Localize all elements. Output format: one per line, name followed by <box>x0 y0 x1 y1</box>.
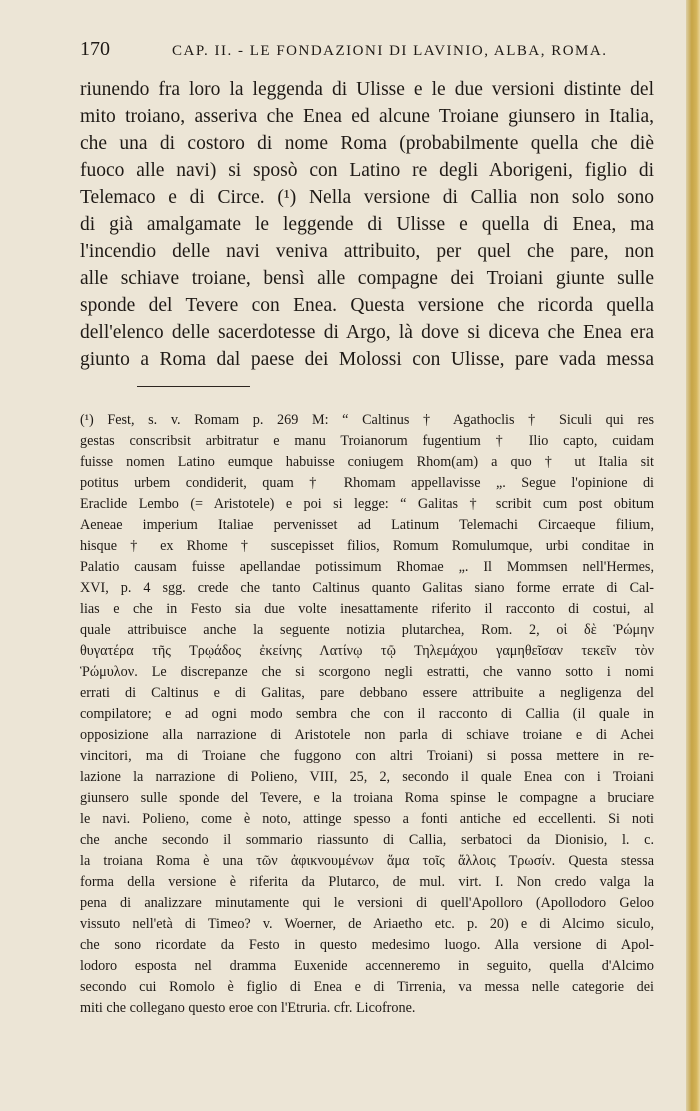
page-header <box>80 38 676 64</box>
footnote-line: errati di Caltinus e di Galitas, pare debbano essere attribuite a negligenza del <box>80 685 654 701</box>
footnote-line: vincitori, ma di Troiane che fuggono con altri Troiani) si possa mettere in re- <box>80 748 654 764</box>
footnote-line: gestas conscribsit arbitratur e manu Troianorum fugentium † Ilio capto, cuidam <box>80 433 654 449</box>
footnote-line: hisque † ex Rhome † suscepisset filios, Romum Romulumque, urbi conditae in <box>80 538 654 554</box>
main-line: dell'elenco delle sacerdotesse di Argo, là dove si diceva che Enea era <box>80 322 654 343</box>
footnote-separator <box>137 386 250 387</box>
footnote-line: quale attribuisce anche la seguente notizia plutarchea, Rom. 2, οἱ δὲ Ῥώμην <box>80 622 654 638</box>
footnote-line: (¹) Fest, s. v. Romam p. 269 M: “ Caltinus † Agathoclis † Siculi qui res <box>80 412 654 428</box>
footnote-line: forma della versione è riferita da Plutarco, de mul. virt. I. Non credo valga la <box>80 874 654 890</box>
footnote-line: Palatio causam fuisse apellandae potissimum Rhomae „. Il Mommsen nell'Hermes, <box>80 559 654 575</box>
footnote-line: fuisse nomen Latino eumque habuisse coniugem Rhom(am) a quo † ut Italia sit <box>80 454 654 470</box>
main-line: fuoco alle navi) si sposò con Latino re degli Aborigeni, figlio di <box>80 160 654 181</box>
main-line: l'incendio delle navi veniva attribuito, per quel che pare, non <box>80 241 654 262</box>
footnote-line: Ῥώμυλον. Le discrepanze che si scorgono negli estratti, che vanno sotto i nomi <box>80 664 654 680</box>
footnote-line: pena di analizzare minutamente qui le versioni di quell'Apolloro (Apollodoro Geloo <box>80 895 654 911</box>
main-line: alle schiave troiane, bensì alle compagne dei Troiani giunte sulle <box>80 268 654 289</box>
footnote-line: Aeneae imperium Italiae pervenisset ad Latinum Telemachi Circaeque filium, <box>80 517 654 533</box>
footnote-line: compilatore; e ad ogni modo sembra che con il racconto di Callia (il quale in <box>80 706 654 722</box>
footnote-line: lodoro esposta nel dramma Euxenide accenneremo in seguito, quella d'Alcimo <box>80 958 654 974</box>
main-line: che una di costoro di nome Roma (probabilmente quella che diè <box>80 133 654 154</box>
footnote-line: vissuto nell'età di Timeo? v. Woerner, de Ariaetho etc. p. 20) e di Alcimo siculo, <box>80 916 654 932</box>
main-line: sponde del Tevere con Enea. Questa versione che ricorda quella <box>80 295 654 316</box>
footnote-line: lias e che in Festo sia due volte inesattamente riferito il racconto di costui, al <box>80 601 654 617</box>
footnote-line: lazione la narrazione di Polieno, VIII, 25, 2, secondo il quale Enea con i Troiani <box>80 769 654 785</box>
footnote-line: che sono ricordate da Festo in questo medesimo luogo. Alla versione di Apol- <box>80 937 654 953</box>
footnote-line: potitus urbem condiderit, quam † Rhomam appellavisse „. Segue l'opinione di <box>80 475 654 491</box>
main-line: Telemaco e di Circe. (¹) Nella versione di Callia non solo sono <box>80 187 654 208</box>
main-line: riunendo fra loro la leggenda di Ulisse e le due versioni distinte del <box>80 79 654 100</box>
main-text <box>80 76 654 373</box>
footnote-line: Eraclide Lembo (= Aristotele) e poi si legge: “ Galitas † scribit cum post obitum <box>80 496 654 512</box>
footnote-line: opposizione alla narrazione di Aristotele non parla di schiave troiane e di Achei <box>80 727 654 743</box>
footnote-line: giunsero sulle sponde del Tevere, e la troiana Roma spinse le compagne a bruciare <box>80 790 654 806</box>
footnote-line: XVI, p. 4 sgg. crede che tanto Caltinus quanto Galitas siano forme errate di Cal- <box>80 580 654 596</box>
footnote-line: secondo cui Romolo è figlio di Enea e di Tirrenia, va messa nelle categorie dei <box>80 979 654 995</box>
footnote-line: la troiana Roma è una τῶν ἀφικνουμένων ἅμα τοῖς ἄλλοις Τρωσίν. Questa stessa <box>80 853 654 869</box>
running-head: CAP. II. - LE FONDAZIONI DI LAVINIO, ALBA, ROMA. <box>172 43 608 59</box>
footnote <box>80 410 654 1019</box>
footnote-line: che anche secondo il sommario riassunto di Callia, serbatoci da Dionisio, l. c. <box>80 832 654 848</box>
page-edge <box>686 0 700 1111</box>
page-number: 170 <box>80 38 110 60</box>
main-line: di già amalgamate le leggende di Ulisse e quella di Enea, ma <box>80 214 654 235</box>
main-line: mito troiano, asseriva che Enea ed alcune Troiane giunsero in Italia, <box>80 106 654 127</box>
main-line: giunto a Roma dal paese dei Molossi con Ulisse, pare vada messa <box>80 349 654 370</box>
footnote-line: le navi. Polieno, come è noto, attinge spesso a fonti antiche ed eccellenti. Si noti <box>80 811 654 827</box>
footnote-line: miti che collegano questo eroe con l'Etruria. cfr. Licofrone. <box>80 1000 416 1016</box>
footnote-line: θυγατέρα τῆς Τρῳάδος ἐκείνης Λατίνῳ τῷ Τηλεμάχου γαμηθεῖσαν τεκεῖν τὸν <box>80 643 654 659</box>
